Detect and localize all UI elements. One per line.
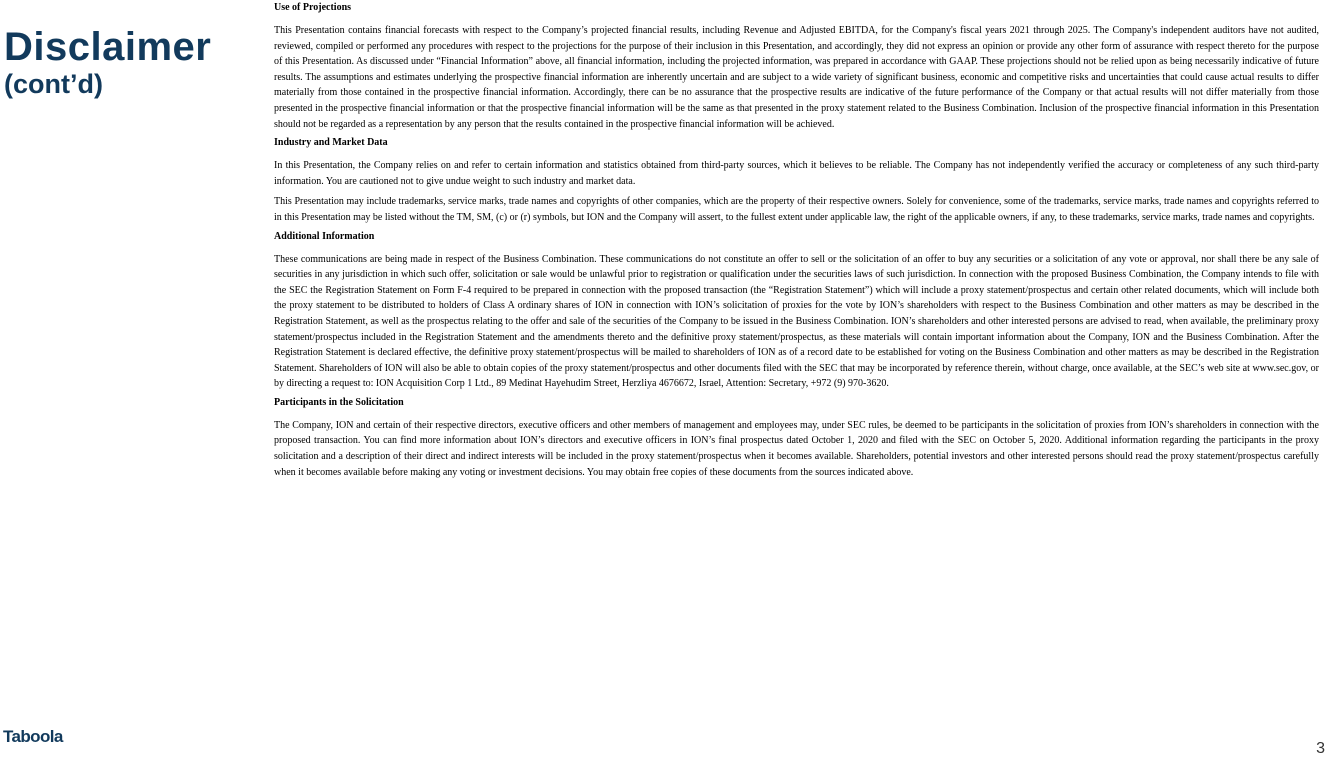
section-heading: Additional Information xyxy=(274,230,375,242)
section-additional-information xyxy=(274,231,1319,392)
taboola-logo: Taboola xyxy=(3,727,63,746)
disclaimer-content xyxy=(274,2,1319,485)
section-heading: Participants in the Solicitation xyxy=(274,396,404,408)
section-paragraph: This Presentation contains financial forecasts with respect to the Company’s projected financial results, including Revenue and Adjusted EBITDA, for the Company's fiscal years 2021 through 2025. The Company's independent auditors have not audited, reviewed, compiled or performed any procedures with respect to the projections for the purpose of their inclusion in this Presentation, and accordingly, they did not express an opinion or provide any other form of assurance with respect thereto for the purpose of this Presentation. As discussed under “Financial Information” above, all financial information, including the projected information, was prepared in accordance with GAAP. These projections should not be relied upon as being necessarily indicative of future results. The assumptions and estimates underlying the prospective financial information are inherently uncertain and are subject to a wide variety of significant business, economic and competitive risks and uncertainties that could cause actual results to differ materially from those contained in the prospective financial information. Accordingly, there can be no assurance that the prospective results are indicative of the future performance of the Company or that actual results will not differ materially from those presented in the prospective financial information or that the prospective financial information will be the same as that presented in the proxy statement related to the Business Combination. Inclusion of the prospective financial information in this Presentation should not be regarded as a representation by any person that the results contained in the prospective financial information will be achieved. xyxy=(274,25,1319,130)
section-participants-in-solicitation xyxy=(274,397,1319,480)
title-block xyxy=(4,24,264,99)
section-heading: Industry and Market Data xyxy=(274,137,388,149)
section-paragraph: This Presentation may include trademarks, service marks, trade names and copyrights of other companies, which are the property of their respective owners. Solely for convenience, some of the trademarks, service marks, trade names and copyrights referred to in this Presentation may be listed without the TM, SM, (c) or (r) symbols, but ION and the Company will assert, to the fullest extent under applicable law, the right of the applicable owners, if any, to these trademarks, service marks, trade names and copyrights. xyxy=(274,196,1319,223)
section-paragraph: These communications are being made in respect of the Business Combination. These communications do not constitute an offer to sell or the solicitation of an offer to buy any securities or a solicitation of any vote or approval, nor shall there be any sale of securities in any jurisdiction in which such offer, solicitation or sale would be unlawful prior to registration or qualification under the securities laws of such jurisdiction. In connection with the proposed Business Combination, the Company intends to file with the SEC the Registration Statement on Form F-4 required to be prepared in connection with the proposed transaction (the “Registration Statement”) which will include a proxy statement/prospectus and certain other related documents, which will include both the proxy statement to be distributed to holders of Class A ordinary shares of ION in connection with ION’s solicitation of proxies for the vote by ION’s shareholders with respect to the Business Combination and other matters as may be described in the Registration Statement, as well as the prospectus relating to the offer and sale of the securities of the Company to be issued in the Business Combination. ION’s shareholders and other interested persons are advised to read, when available, the preliminary proxy statement/prospectus included in the Registration Statement and the amendments thereto and the definitive proxy statement/prospectus, as these materials will contain important information about the Company, ION and the Business Combination. After the Registration Statement is declared effective, the definitive proxy statement/prospectus will be mailed to shareholders of ION as of a record date to be established for voting on the Business Combination and other matters as may be described in the Registration Statement. Shareholders of ION will also be able to obtain copies of the proxy statement/prospectus and other documents filed with the SEC that may be incorporated by reference therein, without charge, once available, at the SEC’s web site at www.sec.gov, or by directing a request to: ION Acquisition Corp 1 Ltd., 89 Medinat Hayehudim Street, Herzliya 4676672, Israel, Attention: Secretary, +972 (9) 970-3620. xyxy=(274,253,1319,390)
page-subtitle: (cont’d) xyxy=(4,69,103,99)
section-paragraph: In this Presentation, the Company relies on and refer to certain information and statistics obtained from third-party sources, which it believes to be reliable. The Company has not independently verified the accuracy or completeness of any such third-party information. You are cautioned not to give undue weight to such industry and market data. xyxy=(274,160,1319,187)
section-use-of-projections xyxy=(274,2,1319,132)
section-industry-and-market-data xyxy=(274,137,1319,225)
section-heading: Use of Projections xyxy=(274,2,352,13)
page-title: Disclaimer xyxy=(4,25,212,69)
section-paragraph: The Company, ION and certain of their respective directors, executive officers and other members of management and employees may, under SEC rules, be deemed to be participants in the solicitation of proxies from ION’s shareholders in connection with the proposed transaction. You can find more information about ION’s directors and executive officers in ION’s final prospectus dated October 1, 2020 and filed with the SEC on October 5, 2020. Additional information regarding the participants in the proxy solicitation and a description of their direct and indirect interests will be included in the proxy statement/prospectus when it becomes available. Shareholders, potential investors and other interested persons should read the proxy statement/prospectus carefully when it becomes available before making any voting or investment decisions. You may obtain free copies of these documents from the sources indicated above. xyxy=(274,419,1319,478)
page-number: 3 xyxy=(1316,740,1325,757)
